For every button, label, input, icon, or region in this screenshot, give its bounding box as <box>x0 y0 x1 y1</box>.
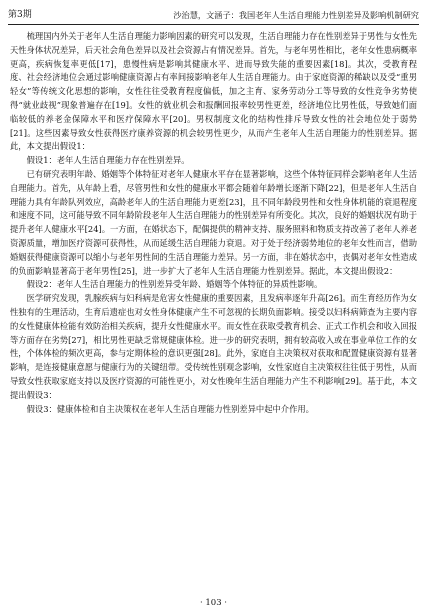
page-number: · 103 · <box>199 598 228 608</box>
paragraph-1: 梳理国内外关于老年人生活自理能力影响因素的研究可以发现，生活自理能力存在性别差异于男性与女性先天性身体状况差异，后天社会角色差异以及社会资源占有情况差异。首先，与老年男性相比，老年女性患病概率更高，疾病恢复率更低[17]，患慢性病是影响其健康水平、进而导致失能的重要因素[18]。其次，受教育程度、社会经济地位会通过影响健康资源占有率间接影响老年人生活自理能力。由于家庭资源的稀缺以及受“重男轻女”等传统文化思想的影响，女性往往受教育程度偏低，加之主育、家务劳动分工等导致的女性竞争劣势使得“就业歧视”现象普遍存在[19]。女性的就业机会和报酬回报率较男性更差，经济地位比男性低，导致她们面临较低的养老金保障水平和医疗保障水平[20]。男权制度文化的结构性排斥导致女性的社会地位处于弱势[21]。这些因素导致女性获得医疗康养资源的机会较男性更少，从而产生老年人生活自理能力的性别差异。据此，本文提出假设1： <box>10 31 417 152</box>
issue-number: 第3期 <box>8 10 32 20</box>
running-title: 沙治慧，文涵子：我国老年人生活自理能力性别差异及影响机制研究 <box>173 10 419 20</box>
hypothesis-2: 假设2：老年人生活自理能力的性别差异受年龄、婚姻等个体特征的异质性影响。 <box>26 279 323 290</box>
paragraph-3: 医学研究发现，乳腺疾病与妇科病是危害女性健康的重要因素，且发病率逐年升高[26]。而生育经历作为女性独有的生理活动，生育后遗症也对女性身体健康产生不可忽视的长期负面影响。接受以妇科病筛查为主要内容的女性健康体检能有效防治相关疾病，提升女性健康水平。而女性在获取受教育机会、正式工作机会和收入回报等方面存在劣势[27]，相比男性更缺乏常规健康体检。进一步的研究表明，拥有较高收入或在事业单位工作的女性，个体体检的频次更高，参与定期体检的意识更强[28]。此外，家庭自主决策权对获取和配置健康资源有显著影响，是连接健康意愿与健康行为的关键纽带。受传统性别观念影响，女性家庭自主决策权往往低于男性，从而导致女性获取家庭支持以及医疗资源的可能性更小，对女性晚年生活自理能力产生不利影响[29]。基于此，本文提出假设3： <box>10 293 417 400</box>
body-text <box>10 30 417 416</box>
paragraph-2: 已有研究表明年龄、婚姻等个体特征对老年人健康水平存在显著影响，这些个体特征同样会影响老年人生活自理能力。首先，从年龄上看，尽管男性和女性的健康水平都会随着年龄增长逐渐下降[22]，但是老年人生活自理能力具有年龄队列效应，高龄老年人的生活自理能力更差[23]，且不同年龄段男性和女性身体机能的衰退程度和速度不同，这可能导致不同年龄阶段老年人生活自理能力的性别差异有所变化。其次，良好的婚姻状况有助于提升老年人健康水平[24]。一方面，在婚状态下，配偶提供的精神支持、服务照料和物质支持改善了老年人养老资源质量，增加医疗资源可获得性，从而延缓生活自理能力衰退。对于处于经济弱势地位的老年女性而言，借助婚姻获得健康资源可以缩小与老年男性间的生活自理能力差异。另一方面，非在婚状态中，丧偶对老年女性造成的负面影响显著高于老年男性[25]，进一步扩大了老年人生活自理能力性别差异。据此，本文提出假设2： <box>10 168 417 276</box>
running-header <box>8 8 419 25</box>
hypothesis-3: 假设3：健康体检和自主决策权在老年人生活自理能力性别差异中起中介作用。 <box>26 403 314 414</box>
hypothesis-1: 假设1：老年人生活自理能力存在性别差异。 <box>26 155 190 166</box>
